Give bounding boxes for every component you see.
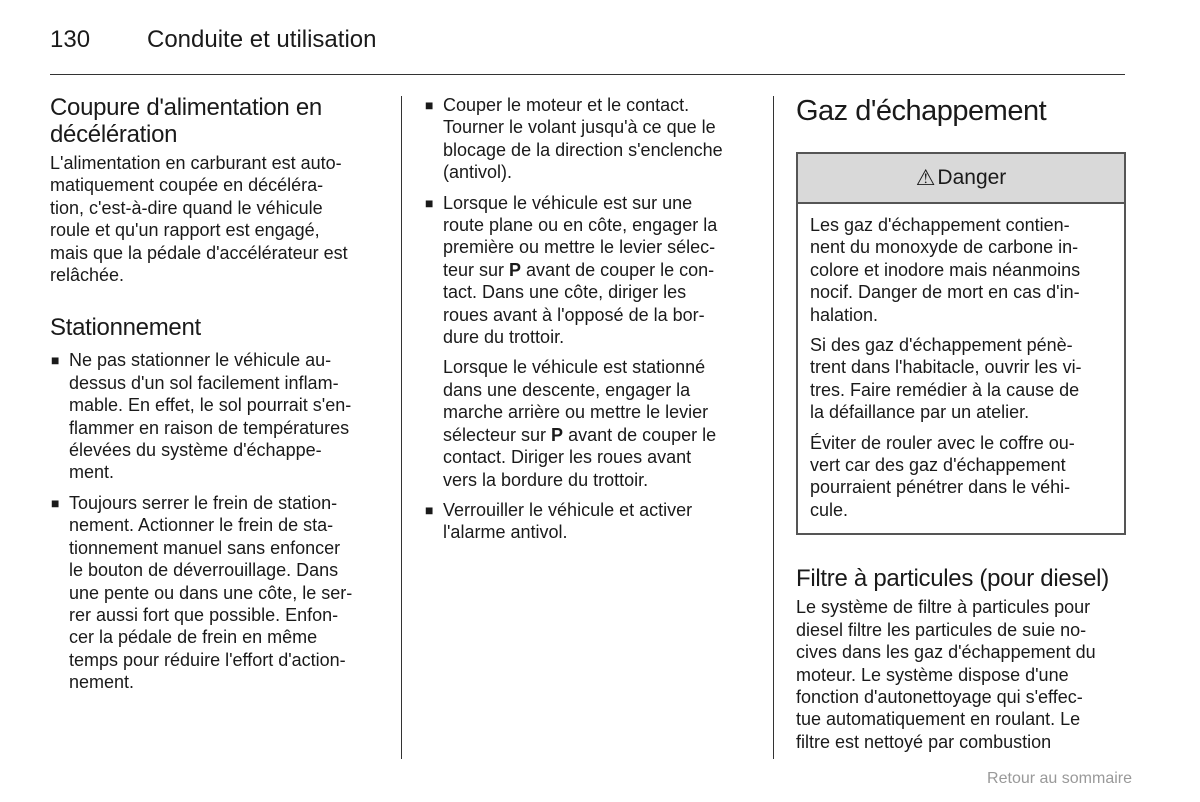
danger-body (798, 204, 1124, 533)
list-item: ■ Ne pas stationner le véhicule au- dessus d'un sol facilement inflam- mable. En effet, le sol pourrait s'en- flammer en raison de températures élevées du système d'échappe- ment. (51, 350, 352, 483)
section-title-parking: Stationnement (50, 314, 201, 342)
page-header (50, 22, 1125, 74)
paragraph-slope-up: Lorsque le véhicule est sur une route plane ou en côte, engager la première ou mettre le levier sélec- teur sur P avant de couper le con- tact. Dans une côte, diriger les roues avant à l'opposé de la bor- dure du trottoir. (443, 192, 718, 348)
parking-steps-list (424, 94, 759, 544)
section-title-fuel-cutoff: Coupure d'alimentation en décélération (50, 94, 322, 148)
warning-icon: ⚠ (915, 164, 936, 190)
column-divider (773, 96, 774, 759)
column-3 (796, 94, 1126, 753)
danger-header (798, 154, 1124, 204)
bullet-icon: ■ (425, 194, 434, 211)
list-item: ■ Couper le moteur et le contact. Tourner le volant jusqu'à ce que le blocage de la direction s'enclenche (antivol). (425, 95, 723, 183)
column-divider (401, 96, 402, 759)
column-2 (424, 94, 759, 552)
column-1 (50, 94, 385, 702)
paragraph-particle-filter: Le système de filtre à particules pour diesel filtre les particules de suie no- cives dans les gaz d'échappement du moteur. Le système dispose d'une fonction d'autonettoyage qui s'effec- tue automatiquement en roulant. Le filtre est nettoyé par combustion (796, 597, 1096, 752)
danger-paragraph: Les gaz d'échappement contien- nent du monoxyde de carbone in- colore et inodore mais néanmoins nocif. Danger de mort en cas d'in- halation. (810, 215, 1081, 325)
paragraph-slope-down: Lorsque le véhicule est stationné dans une descente, engager la marche arrière ou mettre le levier sélecteur sur P avant de couper le contact. Diriger les roues avant vers la bordure du trottoir. (443, 357, 717, 490)
bullet-icon: ■ (51, 352, 60, 369)
list-item: ■ Toujours serrer le frein de station- nement. Actionner le frein de sta- tionnement manuel sans enfoncer le bouton de déverrouillage. Dans une pente ou dans une côte, le ser- rer aussi fort que possible. Enfon- cer la pédale de frein en même temps pour réduire l'effort d'action- nement. (51, 492, 353, 693)
danger-paragraph: Si des gaz d'échappement pénè- trent dans l'habitacle, ouvrir les vi- tres. Faire remédier à la cause de la défaillance par un atelier. (810, 335, 1082, 423)
list-item (424, 192, 759, 491)
bullet-icon: ■ (51, 494, 60, 511)
running-title: Conduite et utilisation (147, 26, 377, 53)
page-number: 130 (50, 26, 91, 53)
header-rule (50, 74, 1125, 75)
paragraph-fuel-cutoff: L'alimentation en carburant est auto- matiquement coupée en décéléra- tion, c'est-à-dire quand le véhicule roule et qu'un rapport est engagé, mais que la pédale d'accélérateur est relâchée. (50, 153, 348, 286)
danger-label: Danger (937, 165, 1007, 189)
bullet-icon: ■ (425, 97, 434, 113)
section-title-particle-filter: Filtre à particules (pour diesel) (796, 565, 1109, 593)
parking-list (50, 349, 385, 693)
danger-paragraph: Éviter de rouler avec le coffre ou- vert car des gaz d'échappement pourraient pénétrer dans le véhi- cule. (810, 432, 1075, 520)
list-item: ■ Verrouiller le véhicule et activer l'alarme antivol. (425, 499, 693, 543)
back-to-contents-link[interactable]: Retour au sommaire (987, 770, 1132, 787)
section-title-exhaust: Gaz d'échappement (796, 95, 1047, 127)
bullet-icon: ■ (425, 501, 434, 518)
danger-box (796, 152, 1126, 535)
